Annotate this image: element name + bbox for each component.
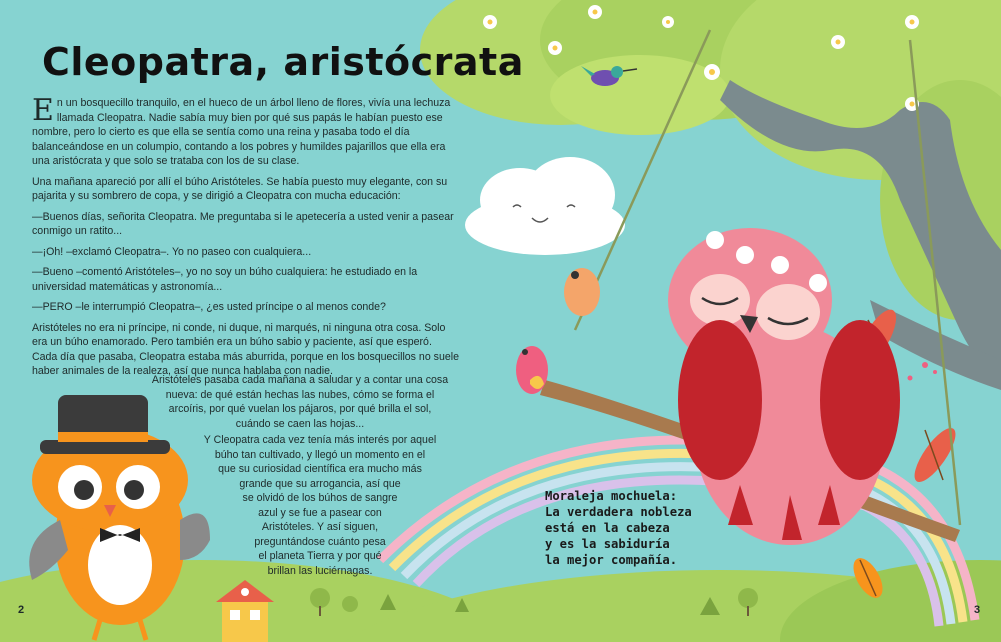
paragraph-8-line: cuándo se caen las hojas... <box>235 417 365 430</box>
paragraph-9-line: búho tan cultivado, y llegó un momento en el <box>214 448 426 461</box>
moral-line: y es la sabiduría <box>545 537 670 551</box>
paragraph-6: —PERO –le interrumpió Cleopatra–, ¿es usted príncipe o al menos conde? <box>32 301 386 313</box>
drop-cap: E <box>32 93 54 128</box>
paragraph-4: —¡Oh! –exclamó Cleopatra–. Yo no paseo con cualquiera... <box>32 245 312 258</box>
paragraph-9-line: se olvidó de los búhos de sangre <box>242 492 398 504</box>
moral-line: está en la cabeza <box>545 521 670 535</box>
moral-line: la mejor compañía. <box>545 553 678 567</box>
paragraph-9-line: brillan las luciérnagas. <box>267 564 373 577</box>
page-number-right: 3 <box>974 604 981 616</box>
paragraph-8-line: nueva: de qué están hechas las nubes, cómo se forma el <box>165 388 435 401</box>
page-number-left: 2 <box>18 604 25 616</box>
paragraph-9-line: preguntándose cuánto pesa <box>254 535 386 548</box>
small-bird-orange <box>564 268 600 316</box>
paragraph-9-line: azul y se fue a pasear con <box>258 506 382 519</box>
paragraph-9-line: Y Cleopatra cada vez tenía más interés por aquel <box>203 434 437 446</box>
moral-line: La verdadera nobleza <box>545 505 692 519</box>
paragraph-9-line: que su curiosidad científica era mucho más <box>218 463 422 475</box>
moral-line: Moraleja mochuela: <box>545 489 678 503</box>
paragraph-8-line: Aristóteles pasaba cada mañana a saludar y a contar una cosa <box>151 374 449 386</box>
paragraph-9-line: el planeta Tierra y por qué <box>258 550 382 562</box>
paragraph-3: —Buenos días, señorita Cleopatra. Me preguntaba si le apetecería a usted venir a pasear conmigo un ratito... <box>32 210 454 237</box>
small-bird-pink <box>516 346 548 394</box>
paragraph-8 <box>150 373 450 431</box>
paragraph-5: —Bueno –comentó Aristóteles–, yo no soy un búho cualquiera: he estudiado en la universidad matemáticas y astronomía... <box>32 266 418 293</box>
story-title: Cleopatra, aristócrata <box>42 40 524 84</box>
paragraph-9-line: grande que su arrogancia, así que <box>239 477 401 490</box>
small-hearts <box>908 362 938 381</box>
smiling-cloud <box>465 157 625 255</box>
paragraph-1-text: n un bosquecillo tranquilo, en el hueco de un árbol lleno de flores, vivía una lechuza llamada Cleopatra. Nadie sabía muy bien por qué sus papás le habían puesto ese nombre, pero lo cierto es que ella se sentía como una reina y pasaba todo el día balanceándose en un columpio, contando a los pobres y humildes pajarillos que ella era una aristócrata y que solo se trataba con los de su clase. <box>32 97 451 167</box>
paragraph-1 <box>32 93 460 169</box>
paragraph-9-line: Aristóteles. Y así siguen, <box>261 521 379 533</box>
paragraph-9 <box>190 433 450 578</box>
moral-text <box>545 488 735 568</box>
paragraph-7: Aristóteles no era ni príncipe, ni conde, ni duque, ni marqués, ni ninguna otra cosa. Solo era un búho enamorado. Pero también era un búho sabio y paciente, así que esperó. Cada día que pasaba, Cleopatra estaba más aburrida, porque en los bosquecillos no suele haber animales de la realeza, así que nunca hablaba con nadie. <box>32 321 459 377</box>
paragraph-8-line: arcoíris, por qué vuelan los pájaros, por qué brilla el sol, <box>168 403 432 415</box>
paragraph-2: Una mañana apareció por allí el búho Aristóteles. Se había puesto muy elegante, con su pajarita y su sombrero de copa, y se dirigió a Cleopatra con mucha educación: <box>32 175 448 202</box>
story-text <box>32 93 460 385</box>
